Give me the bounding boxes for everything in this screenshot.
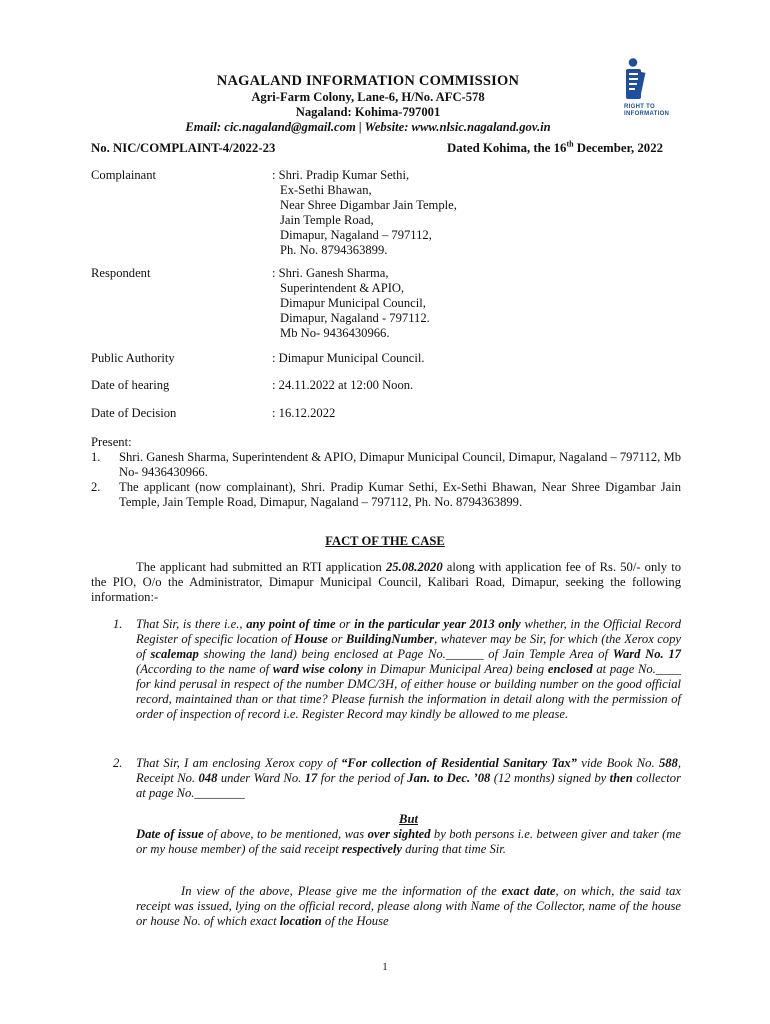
hearing-date-row: [91, 378, 691, 393]
information-request-2: 2. That Sir, I am enclosing Xerox copy of “For collection of Residential Sanitary Tax” vide Book No. 588, Receipt No. 048 under Ward No. 17 for the period of Jan. to Dec. ’08 (12 months) signed by then collector at page No.________: [113, 756, 681, 800]
public-authority-label: Public Authority: [91, 351, 175, 365]
present-item: 2. The applicant (now complainant), Shri. Pradip Kumar Sethi, Ex-Sethi Bhawan, Near Shree Digambar Jain Temple, Jain Temple Road, Dimapur, Nagaland – 797112, Ph. No. 8794363899.: [91, 480, 681, 509]
present-item: 1. Shri. Ganesh Sharma, Superintendent & APIO, Dimapur Municipal Council, Dimapur, Nagaland – 797112, Mb No- 9436430966.: [91, 450, 681, 479]
public-authority-row: [91, 351, 691, 366]
organization-title: NAGALAND INFORMATION COMMISSION: [216, 73, 520, 89]
hearing-date-label: Date of hearing: [91, 378, 170, 392]
address-line-2: Nagaland: Kohima-797001: [295, 105, 441, 119]
decision-date-value: : 16.12.2022: [272, 406, 336, 420]
section-heading: FACT OF THE CASE: [325, 534, 445, 548]
public-authority-value: : Dimapur Municipal Council.: [272, 351, 425, 365]
present-section: [91, 435, 681, 510]
but-heading: But: [399, 812, 418, 826]
reference-number: No. NIC/COMPLAINT-4/2022-23: [91, 141, 276, 155]
present-label: Present:: [91, 435, 132, 449]
respondent-label: Respondent: [91, 266, 151, 280]
information-request-1: 1. That Sir, is there i.e., any point of time or in the particular year 2013 only whether, in the Official Record Register of specific location of House or BuildingNumber, whatever may be Sir, for which (the Xerox copy of scalemap showing the land) being enclosed at Page No.______ of Jain Temple Area of Ward No. 17 (According to the name of ward wise colony in Dimapur Municipal Area) being enclosed at page No.____ for kind perusal in respect of the number DMC/3H, of either house or building number on the good official record, maintained than or that time? Please furnish the information in detail along with the permission of order of inspection of record i.e. Register Record may kindly be allowed to me please.: [113, 617, 682, 721]
address-line-1: Agri-Farm Colony, Lane-6, H/No. AFC-578: [251, 90, 485, 104]
respondent-block: [91, 266, 691, 341]
hearing-date-value: : 24.11.2022 at 12:00 Noon.: [272, 378, 414, 392]
rti-logo-caption: RIGHT TO INFORMATION: [624, 104, 670, 117]
complainant-block: [91, 168, 691, 258]
case-paragraph: The applicant had submitted an RTI application 25.08.2020 along with application fee of Rs. 50/- only to the PIO, O/o the Administrator, Dimapur Municipal Council, Kalibari Road, Dimapur, seeking the following information:-: [91, 560, 681, 604]
decision-date-label: Date of Decision: [91, 406, 177, 420]
complainant-details: : Shri. Pradip Kumar Sethi, Ex-Sethi Bhawan, Near Shree Digambar Jain Temple, Jain Temple Road, Dimapur, Nagaland – 797112, Ph. No. 8794363899.: [272, 168, 457, 257]
reference-date: Dated Kohima, the 16th December, 2022: [447, 139, 663, 155]
contact-line: Email: cic.nagaland@gmail.com | Website: www.nlsic.nagaland.gov.in: [185, 120, 551, 134]
view-paragraph: In view of the above, Please give me the information of the exact date, on which, the said tax receipt was issued, lying on the official record, please along with Name of the Collector, name of the house or house No. of which exact location of the House: [136, 884, 681, 928]
respondent-details: : Shri. Ganesh Sharma, Superintendent & APIO, Dimapur Municipal Council, Dimapur, Nagaland - 797112. Mb No- 9436430966.: [272, 266, 430, 340]
letterhead: [150, 72, 586, 135]
page-number: 1: [382, 961, 388, 973]
decision-date-row: [91, 406, 691, 421]
but-paragraph: Date of issue of above, to be mentioned, was over sighted by both persons i.e. between giver and taker (me or my house member) of the said receipt respectively during that time Sir.: [136, 827, 681, 856]
but-section: [136, 812, 681, 857]
complainant-label: Complainant: [91, 168, 157, 182]
